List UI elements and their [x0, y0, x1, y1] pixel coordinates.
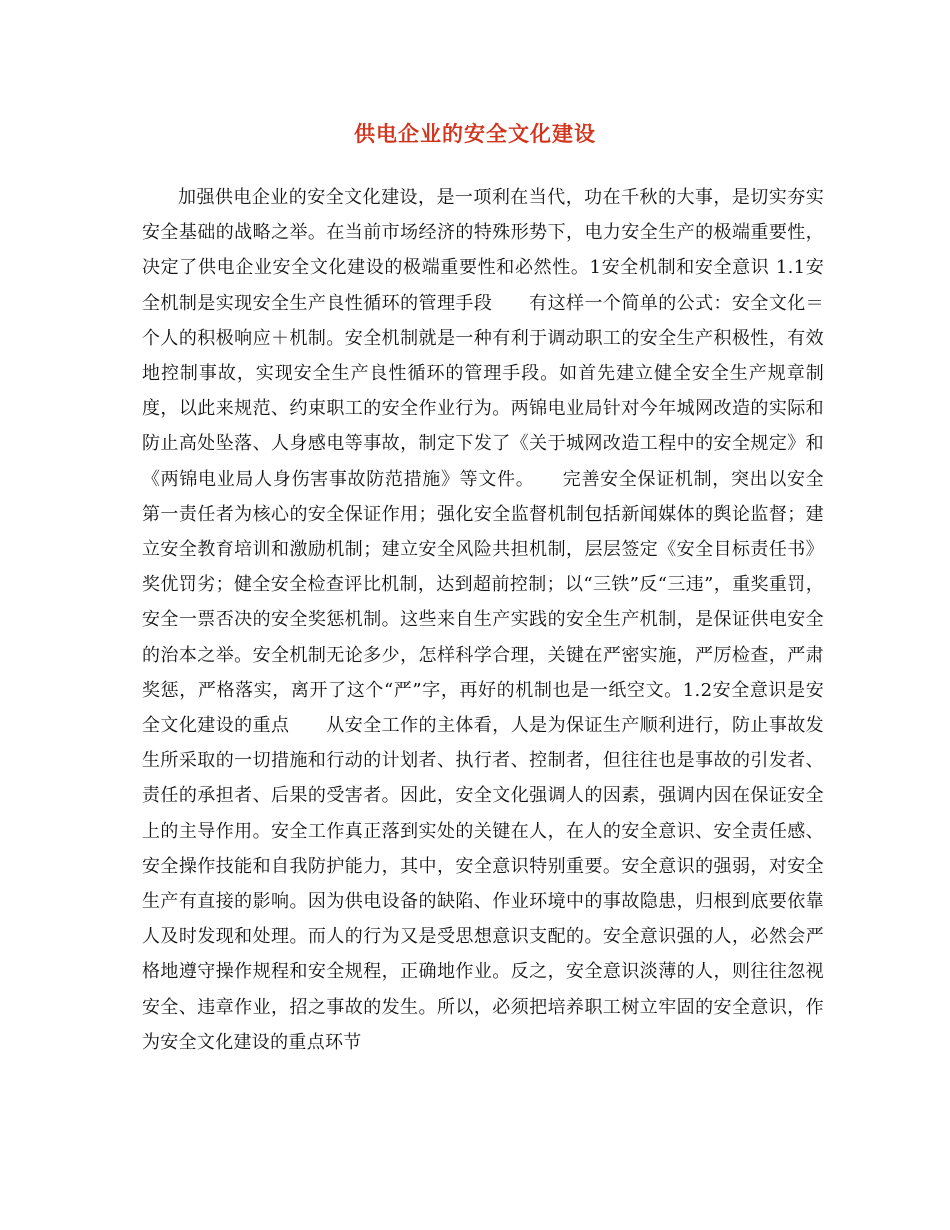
document-body-paragraph: 加强供电企业的安全文化建设，是一项利在当代，功在千秋的大事，是切实夯实安全基础的战略之举。在当前市场经济的特殊形势下，电力安全生产的极端重要性，决定了供电企业安全文化建设的极端重要性和必然性。1安全机制和安全意识 1.1安全机制是实现安全生产良性循环的管理手段 有这样一个简单的公式：安全文化＝个人的积极响应＋机制。安全机制就是一种有利于调动职工的安全生产积极性，有效地控制事故，实现安全生产良性循环的管理手段。如首先建立健全安全生产规章制度，以此来规范、约束职工的安全作业行为。两锦电业局针对今年城网改造的实际和防止高处坠落、人身感电等事故，制定下发了《关于城网改造工程中的安全规定》和《两锦电业局人身伤害事故防范措施》等文件。 完善安全保证机制，突出以安全第一责任者为核心的安全保证作用；强化安全监督机制包括新闻媒体的舆论监督；建立安全教育培训和激励机制；建立安全风险共担机制，层层签定《安全目标责任书》奖优罚劣；健全安全检查评比机制，达到超前控制；以“三铁”反“三违”，重奖重罚，安全一票否决的安全奖惩机制。这些来自生产实践的安全生产机制，是保证供电安全的治本之举。安全机制无论多少，怎样科学合理，关键在严密实施，严厉检查，严肃奖惩，严格落实，离开了这个“严”字，再好的机制也是一纸空文。1.2安全意识是安全文化建设的重点 从安全工作的主体看，人是为保证生产顺利进行，防止事故发生所采取的一切措施和行动的计划者、执行者、控制者，但往往也是事故的引发者、责任的承担者、后果的受害者。因此，安全文化强调人的因素，强调内因在保证安全上的主导作用。安全工作真正落到实处的关键在人，在人的安全意识、安全责任感、安全操作技能和自我防护能力，其中，安全意识特别重要。安全意识的强弱，对安全生产有直接的影响。因为供电设备的缺陷、作业环境中的事故隐患，归根到底要依靠人及时发现和处理。而人的行为又是受思想意识支配的。安全意识强的人，必然会严格地遵守操作规程和安全规程，正确地作业。反之，安全意识淡薄的人，则往往忽视安全、违章作业，招之事故的发生。所以，必须把培养职工树立牢固的安全意识，作为安全文化建设的重点环节 — [142, 187, 824, 1053]
document-title: 供电企业的安全文化建设 — [354, 121, 596, 146]
